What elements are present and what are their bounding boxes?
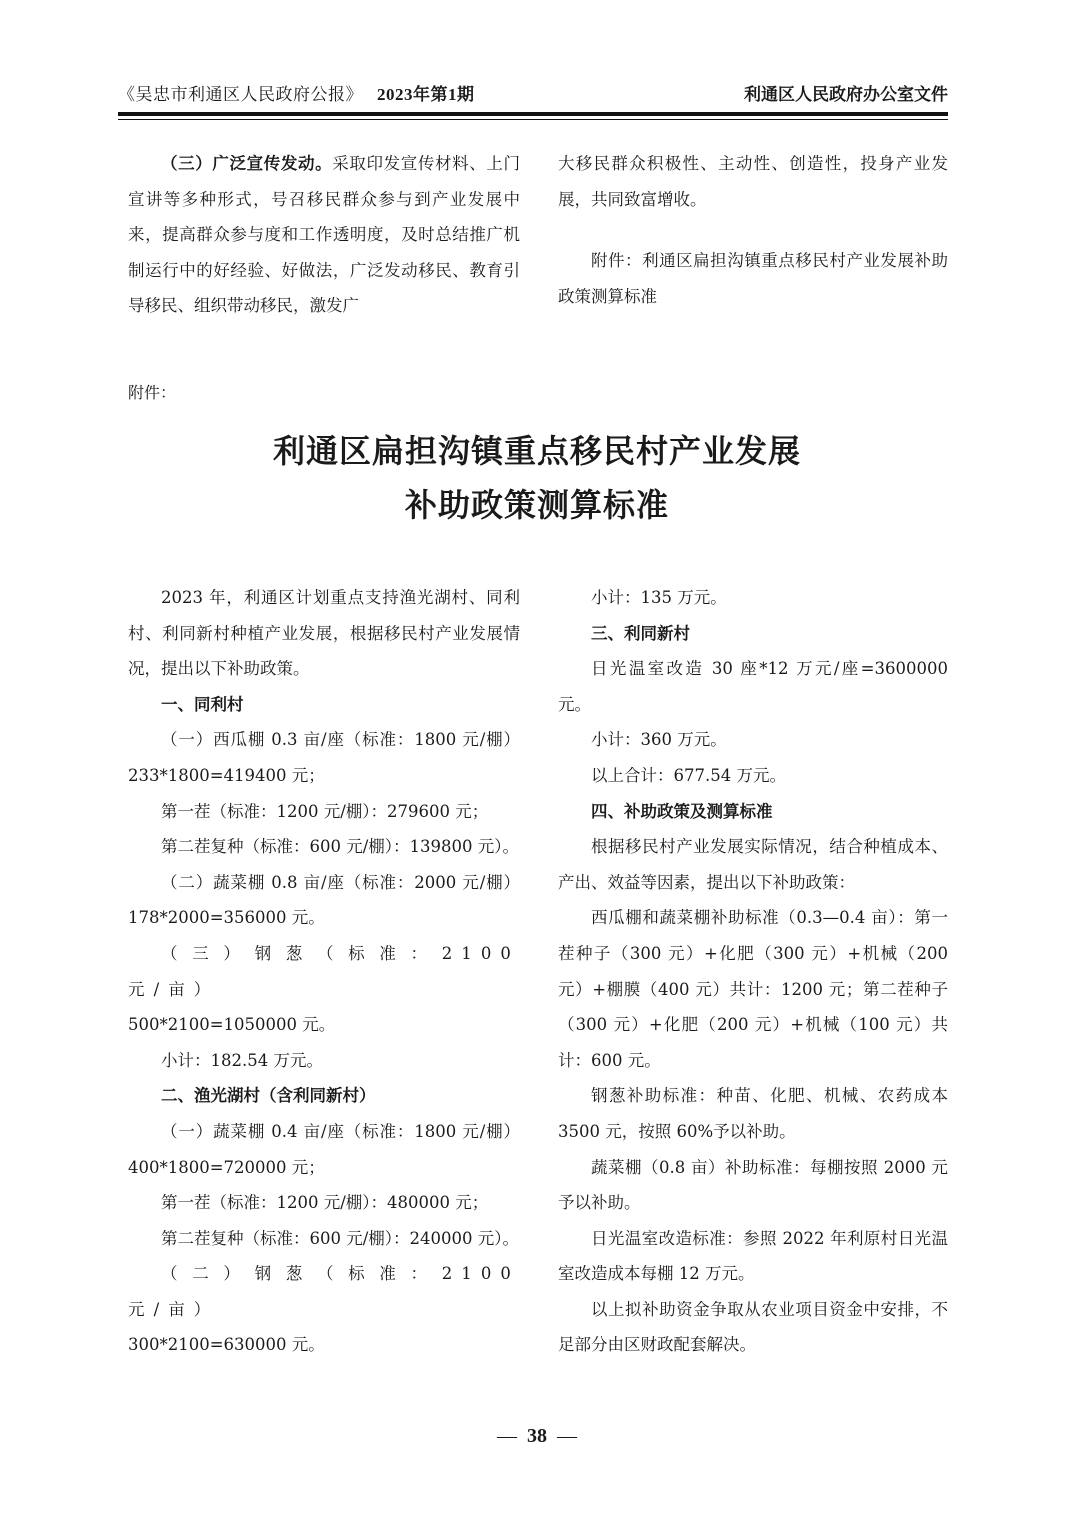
spread-line: （二）钢葱（标准：2100 元/亩） <box>128 1264 520 1319</box>
body-left-column <box>128 580 520 1363</box>
body-paragraph <box>128 1256 520 1363</box>
spread-line: （三）钢葱（标准：2100 元/亩） <box>128 943 520 999</box>
body-paragraph: 第二茬复种（标准：600 元/棚）：139800 元）。 <box>161 837 520 857</box>
running-header <box>118 76 948 106</box>
formula-line: 500*2100=1050000 元。 <box>128 1015 336 1035</box>
body-paragraph: 根据移民村产业发展实际情况，结合种植成本、产出、效益等因素，提出以下补助政策： <box>558 837 948 892</box>
body-paragraph: 日光温室改造 30 座*12 万元/座=3600000 元。 <box>558 659 948 714</box>
header-rule-thick <box>118 112 948 116</box>
body-paragraph: 小计：182.54 万元。 <box>161 1050 323 1070</box>
journal-title: 《吴忠市利通区人民政府公报》 <box>118 85 363 105</box>
page-number-value: 38 <box>527 1425 547 1447</box>
page-number <box>0 1425 1074 1448</box>
continuation-paragraph: 大移民群众积极性、主动性、创造性，投身产业发展，共同致富增收。 <box>558 154 948 209</box>
section-heading: 一、同利村 <box>161 694 244 714</box>
body-paragraph: 蔬菜棚（0.8 亩）补助标准：每棚按照 2000 元予以补助。 <box>558 1157 948 1213</box>
body-paragraph: 以上拟补助资金争取从农业项目资金中安排，不足部分由区财政配套解决。 <box>558 1299 948 1355</box>
dash-right: — <box>557 1425 577 1447</box>
body-paragraph: 2023 年，利通区计划重点支持渔光湖村、同利村、利同新村种植产业发展，根据移民村产业发展情况，提出以下补助政策。 <box>128 588 520 679</box>
body-paragraph: 第二茬复种（标准：600 元/棚）：240000 元）。 <box>161 1228 520 1248</box>
body-paragraph: 钢葱补助标准：种苗、化肥、机械、农药成本 3500 元，按照 60%予以补助。 <box>558 1086 948 1141</box>
body-paragraph: 日光温室改造标准：参照 2022 年利原村日光温室改造成本每棚 12 万元。 <box>558 1228 948 1284</box>
body-paragraph: 第一茬（标准：1200 元/棚）：480000 元； <box>161 1193 489 1213</box>
attachment-label: 附件： <box>128 383 177 402</box>
formula-line: 300*2100=630000 元。 <box>128 1335 325 1355</box>
body-paragraph: （二）蔬菜棚 0.8 亩/座（标准：2000 元/棚）178*2000=356000 元。 <box>128 872 520 928</box>
attachment-reference: 附件：利通区扁担沟镇重点移民村产业发展补助政策测算标准 <box>558 251 948 306</box>
top-right-column <box>558 146 948 314</box>
body-paragraph: （一）蔬菜棚 0.4 亩/座（标准：1800 元/棚）400*1800=720000 元； <box>128 1121 520 1177</box>
header-section: 利通区人民政府办公室文件 <box>744 85 948 105</box>
body-paragraph: 以上合计：677.54 万元。 <box>591 765 786 785</box>
paragraph-lead: （三）广泛宣传发动。 <box>161 154 333 173</box>
section-heading: 二、渔光湖村（含利同新村） <box>161 1086 376 1106</box>
body-right-column <box>558 580 948 1363</box>
body-paragraph: （一）西瓜棚 0.3 亩/座（标准：1800 元/棚）233*1800=419400 元； <box>128 730 520 785</box>
section-heading: 三、利同新村 <box>591 623 690 643</box>
body-paragraph: 西瓜棚和蔬菜棚补助标准（0.3—0.4 亩）：第一茬种子（300 元）+化肥（300 元）+机械（200 元）+棚膜（400 元）共计：1200 元；第二茬种子（300 元）+化肥（200 元）+机械（100 元）共计：600 元。 <box>558 908 948 1070</box>
attachment-title-line1: 利通区扁担沟镇重点移民村产业发展 <box>272 432 801 470</box>
header-journal <box>118 80 475 105</box>
body-paragraph: 第一茬（标准：1200 元/棚）：279600 元； <box>161 801 489 821</box>
header-rule-thin <box>118 119 948 120</box>
body-paragraph <box>128 936 520 1043</box>
body-paragraph: 小计：135 万元。 <box>591 588 727 607</box>
attachment-title-line2: 补助政策测算标准 <box>404 486 669 524</box>
top-left-column <box>128 146 520 324</box>
issue-number: 2023年第1期 <box>377 85 475 104</box>
publicity-paragraph <box>128 146 520 324</box>
paragraph-text: 采取印发宣传材料、上门宣讲等多种形式，号召移民群众参与到产业发展中来，提高群众参与度和工作透明度，及时总结推广机制运行中的好经验、好做法，广泛发动移民、教育引导移民、组织带动移民，激发广 <box>128 154 520 316</box>
section-heading: 四、补助政策及测算标准 <box>591 801 773 821</box>
dash-left: — <box>497 1425 517 1447</box>
body-paragraph: 小计：360 万元。 <box>591 730 727 750</box>
